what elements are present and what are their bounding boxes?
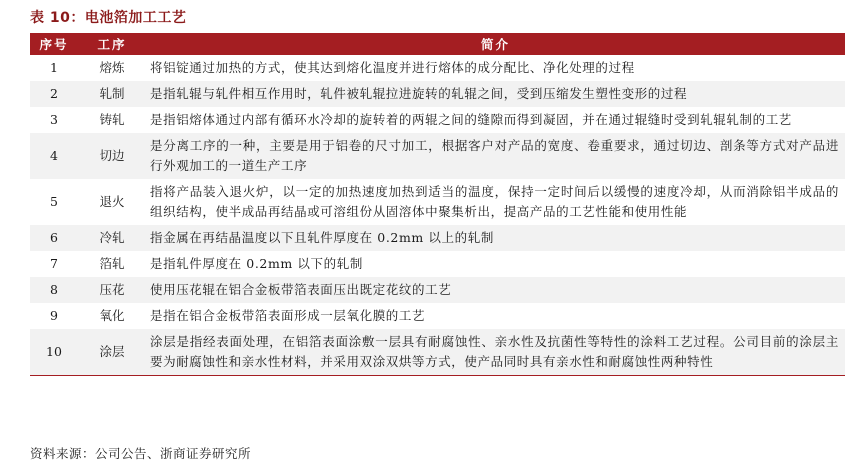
row-no: 2 <box>30 81 78 107</box>
header-no: 序号 <box>30 33 78 55</box>
row-process: 箔轧 <box>78 251 146 277</box>
process-table <box>30 33 845 376</box>
row-desc: 指将产品装入退火炉，以一定的加热速度加热到适当的温度，保持一定时间后以缓慢的速度冷却，从而消除铝半成品的组织结构，使半成品再结晶或可溶组份从固溶体中聚集析出，提高产品的工艺性能和使用性能 <box>146 179 845 225</box>
table-row <box>30 179 845 225</box>
table-row <box>30 277 845 303</box>
table-row <box>30 225 845 251</box>
row-desc: 使用压花辊在铝合金板带箔表面压出既定花纹的工艺 <box>146 277 845 303</box>
row-process: 切边 <box>78 133 146 179</box>
table-row <box>30 55 845 81</box>
table-row <box>30 107 845 133</box>
row-no: 10 <box>30 329 78 376</box>
row-no: 7 <box>30 251 78 277</box>
table-row <box>30 329 845 376</box>
table-title: 表 10：电池箔加工工艺 <box>30 10 187 26</box>
row-no: 8 <box>30 277 78 303</box>
row-desc: 是指轧件厚度在 0.2mm 以下的轧制 <box>146 251 845 277</box>
table-row <box>30 81 845 107</box>
row-process: 氧化 <box>78 303 146 329</box>
row-process: 铸轧 <box>78 107 146 133</box>
row-desc: 涂层是指经表面处理，在铝箔表面涂敷一层具有耐腐蚀性、亲水性及抗菌性等特性的涂料工艺过程。公司目前的涂层主要为耐腐蚀性和亲水性材料，并采用双涂双烘等方式，使产品同时具有亲水性和耐腐蚀性两种特性 <box>146 329 845 376</box>
header-desc: 简介 <box>146 33 845 55</box>
row-no: 3 <box>30 107 78 133</box>
row-desc: 指金属在再结晶温度以下且轧件厚度在 0.2mm 以上的轧制 <box>146 225 845 251</box>
table-row <box>30 303 845 329</box>
row-desc: 是指轧辊与轧件相互作用时，轧件被轧辊拉进旋转的轧辊之间，受到压缩发生塑性变形的过程 <box>146 81 845 107</box>
row-no: 6 <box>30 225 78 251</box>
row-desc: 是分离工序的一种，主要是用于铝卷的尺寸加工，根据客户对产品的宽度、卷重要求，通过切边、剖条等方式对产品进行外观加工的一道生产工序 <box>146 133 845 179</box>
row-process: 轧制 <box>78 81 146 107</box>
row-process: 涂层 <box>78 329 146 376</box>
row-desc: 将铝锭通过加热的方式，使其达到熔化温度并进行熔体的成分配比、净化处理的过程 <box>146 55 845 81</box>
row-process: 压花 <box>78 277 146 303</box>
table-header-row <box>30 33 845 55</box>
row-desc: 是指在铝合金板带箔表面形成一层氧化膜的工艺 <box>146 303 845 329</box>
table-row <box>30 133 845 179</box>
table-row <box>30 251 845 277</box>
row-no: 5 <box>30 179 78 225</box>
source-note: 资料来源：公司公告、浙商证券研究所 <box>30 446 252 461</box>
row-no: 9 <box>30 303 78 329</box>
row-process: 退火 <box>78 179 146 225</box>
row-process: 冷轧 <box>78 225 146 251</box>
row-process: 熔炼 <box>78 55 146 81</box>
row-desc: 是指铝熔体通过内部有循环水冷却的旋转着的两辊之间的缝隙而得到凝固，并在通过辊缝时受到轧辊轧制的工艺 <box>146 107 845 133</box>
row-no: 1 <box>30 55 78 81</box>
row-no: 4 <box>30 133 78 179</box>
header-process: 工序 <box>78 33 146 55</box>
